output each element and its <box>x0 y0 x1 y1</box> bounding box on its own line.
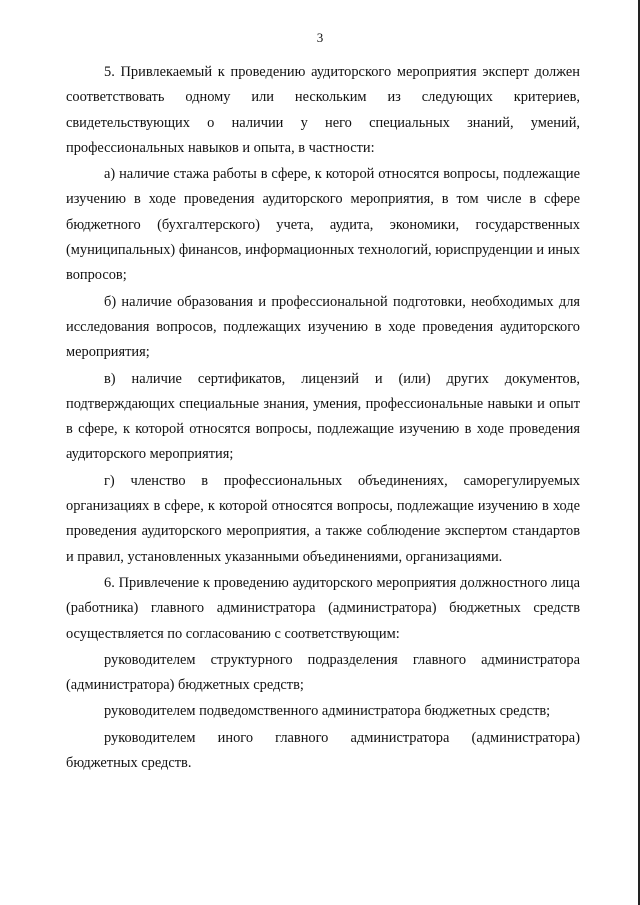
document-body <box>66 60 580 777</box>
paragraph-5b: б) наличие образования и профессиональной подготовки, необходимых для исследования вопросов, подлежащих изучению в ходе проведения аудиторского мероприятия; <box>66 293 580 361</box>
page-number: 3 <box>316 30 324 45</box>
paragraph-6-item-1: руководителем структурного подразделения главного администратора (администратора) бюджетных средств; <box>66 651 580 694</box>
paragraph-6: 6. Привлечение к проведению аудиторского мероприятия должностного лица (работника) главного администратора (администратора) бюджетных средств осуществляется по согласованию с соответствующим: <box>66 574 580 642</box>
paragraph-5: 5. Привлекаемый к проведению аудиторского мероприятия эксперт должен соответствовать одному или нескольким из следующих критериев, свидетельствующих о наличии у него специальных знаний, умений, профессиональных навыков и опыта, в частности: <box>66 64 580 156</box>
paragraph-5a: а) наличие стажа работы в сфере, к которой относятся вопросы, подлежащие изучению в ходе проведения аудиторского мероприятия, в том числе в сфере бюджетного (бухгалтерского) учета, аудита, экономики, государственных (муниципальных) финансов, информационных технологий, юриспруденции и иных вопросов; <box>66 166 580 284</box>
paragraph-6-item-2: руководителем подведомственного администратора бюджетных средств; <box>104 703 551 720</box>
paragraph-5g: г) членство в профессиональных объединениях, саморегулируемых организациях в сфере, к которой относятся вопросы, подлежащие изучению в ходе проведения аудиторского мероприятия, а также соблюдение экспертом стандартов и правил, установленных указанными объединениями, организациями. <box>66 472 580 565</box>
paragraph-6-item-3: руководителем иного главного администратора (администратора) бюджетных средств. <box>66 729 580 772</box>
paragraph-5v: в) наличие сертификатов, лицензий и (или) других документов, подтверждающих специальные знания, умения, профессиональные навыки и опыт в сфере, к которой относятся вопросы, подлежащие изучению в ходе проведения аудиторского мероприятия; <box>66 370 580 463</box>
